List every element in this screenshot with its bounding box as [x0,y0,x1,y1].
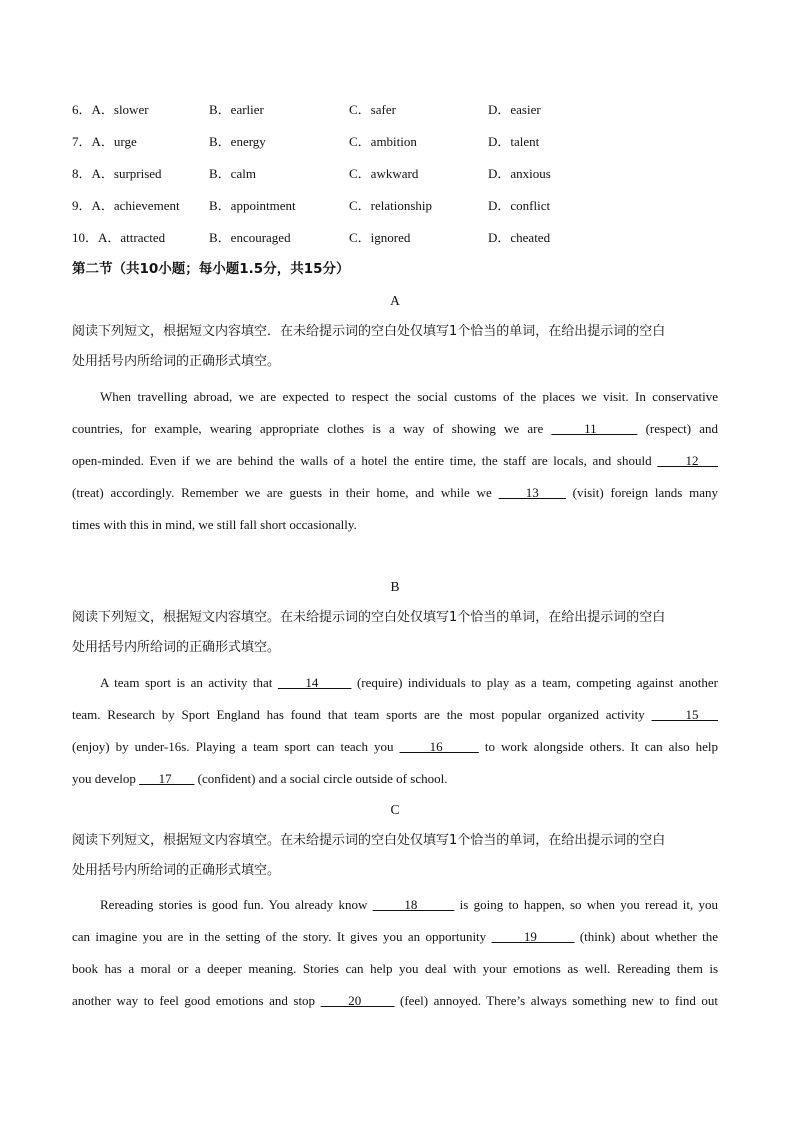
passage-text: you develop [72,771,140,786]
passage-text: A team sport is an activity that [100,675,278,690]
passage-text: (enjoy) by under-16s. Playing a team sport can teach you [72,739,400,754]
document-page [72,0,718,1123]
blank-20: 20 [320,993,395,1008]
blank-11: 11 [551,421,638,436]
option-b: B．encouraged [209,230,291,245]
part-b-instruction [72,603,718,663]
passage-text: (respect) and [637,421,718,436]
passage-line: book has a moral or a deeper meaning. Stories can help you deal with your emotions as well. Rereading them is [72,961,718,976]
part-b-title: B [390,579,400,594]
passage-text: (visit) foreign lands many [565,485,718,500]
instruction-line-1: 阅读下列短文，根据短文内容填空．在未给提示词的空白处仅填写1个恰当的单词，在给出提示词的空白 [72,324,666,339]
part-c-passage [72,889,718,1017]
option-c: C．ignored [349,230,411,245]
instruction-line-2: 处用括号内所给词的正确形式填空。 [72,640,281,655]
part-c-title: C [390,802,400,817]
instruction-line-2: 处用括号内所给词的正确形式填空。 [72,354,281,369]
part-b-passage [72,667,718,795]
instruction-line-2: 处用括号内所给词的正确形式填空。 [72,863,281,878]
option-a: 7．A．urge [72,134,137,149]
part-c-instruction [72,826,718,886]
option-c: C．ambition [349,134,417,149]
passage-line [72,985,718,1017]
option-d: D．cheated [488,230,551,245]
blank-19: 19 [491,929,575,944]
option-d: D．anxious [488,166,551,181]
passage-text: is going to happen, so when you reread it, you [454,897,719,912]
blank-18: 18 [372,897,455,912]
part-a-title: A [390,293,400,308]
passage-line: When travelling abroad, we are expected to respect the social customs of the places we visit. In conservative [100,389,718,404]
passage-text: can imagine you are in the setting of the story. It gives you an opportunity [72,929,492,944]
passage-line [72,477,718,509]
option-c: C．relationship [349,198,433,213]
option-b: B．appointment [209,198,296,213]
passage-line [72,921,718,953]
passage-line [72,413,718,445]
option-a: 8．A．surprised [72,166,162,181]
instruction-line-1: 阅读下列短文，根据短文内容填空。在未给提示词的空白处仅填写1个恰当的单词，在给出提示词的空白 [72,833,666,848]
passage-text: Rereading stories is good fun. You already know [100,897,373,912]
passage-line: times with this in mind, we still fall short occasionally. [72,517,357,532]
passage-text: another way to feel good emotions and stop [72,993,321,1008]
passage-text: (feel) annoyed. There’s always something new to find out [394,993,719,1008]
passage-text: team. Research by Sport England has found that team sports are the most popular organized activity [72,707,652,722]
passage-text: (require) individuals to play as a team, competing against another [351,675,719,690]
option-row-6 [72,100,718,120]
passage-line [72,699,718,731]
option-b: B．earlier [209,102,264,117]
passage-line [72,889,718,921]
option-row-7 [72,132,718,152]
option-b: B．calm [209,166,256,181]
section-title: 第二节（共10小题；每小题1.5分，共15分） [72,261,350,277]
blank-17: 17 [139,771,195,786]
option-c: C．awkward [349,166,419,181]
passage-line [72,667,718,699]
passage-text: to work alongside others. It can also help [478,739,718,754]
passage-line [72,731,718,763]
passage-line [72,763,718,795]
option-a: 9．A．achievement [72,198,180,213]
option-a: 6．A．slower [72,102,149,117]
option-d: D．easier [488,102,541,117]
blank-13: 13 [498,485,566,500]
option-row-10 [72,228,718,248]
passage-text: (think) about whether the [574,929,718,944]
option-row-8 [72,164,718,184]
passage-text: countries, for example, wearing appropriate clothes is a way of showing we are [72,421,552,436]
option-d: D．conflict [488,198,551,213]
option-row-9 [72,196,718,216]
part-a-instruction [72,317,718,377]
blank-12: 12 [657,453,719,468]
option-a: 10．A．attracted [72,230,166,245]
passage-text: (treat) accordingly. Remember we are guests in their home, and while we [72,485,499,500]
blank-16: 16 [399,739,479,754]
blank-15: 15 [651,707,719,722]
blank-14: 14 [277,675,352,690]
option-c: C．safer [349,102,396,117]
option-b: B．energy [209,134,266,149]
option-d: D．talent [488,134,540,149]
passage-line [72,445,718,477]
passage-text: (confident) and a social circle outside of school. [194,771,448,786]
part-a-passage [72,381,718,541]
instruction-line-1: 阅读下列短文，根据短文内容填空。在未给提示词的空白处仅填写1个恰当的单词，在给出提示词的空白 [72,610,666,625]
passage-text: open-minded. Even if we are behind the walls of a hotel the entire time, the staff are locals, and should [72,453,658,468]
